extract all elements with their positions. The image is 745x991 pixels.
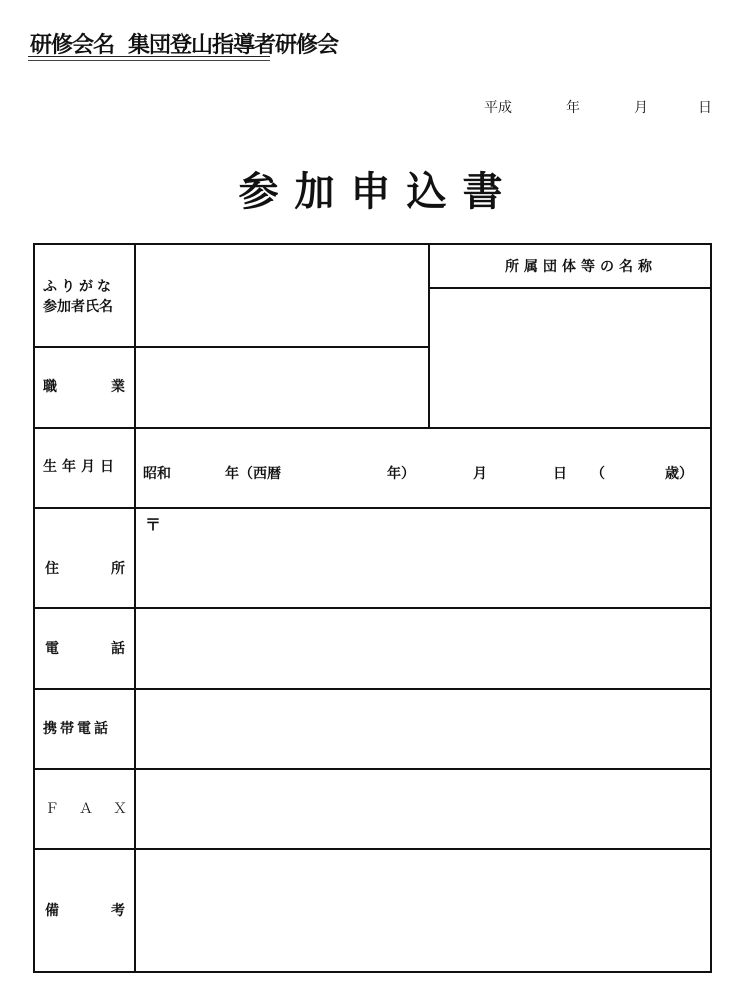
postal-code-mark: 〒 bbox=[145, 515, 162, 534]
application-date bbox=[484, 97, 714, 119]
address-label: 住 所 bbox=[45, 561, 125, 577]
dob-year: 年（西暦 bbox=[225, 466, 281, 482]
remarks-label: 備 考 bbox=[45, 903, 125, 919]
affiliation-label: 所属団体等の名称 bbox=[505, 259, 657, 275]
occupation-label: 職 業 bbox=[43, 379, 125, 395]
dob-month: 月 bbox=[473, 466, 487, 482]
dob-age-open: （ bbox=[591, 466, 605, 482]
fax-field[interactable] bbox=[136, 770, 710, 848]
fax-label: Ｆ Ａ Ｘ bbox=[45, 801, 127, 817]
address-field[interactable] bbox=[136, 509, 710, 607]
dob-day: 日 bbox=[553, 466, 567, 482]
header-underline bbox=[28, 56, 270, 61]
occupation-row-line bbox=[35, 427, 710, 429]
mobile-label: 携帯電話 bbox=[43, 721, 111, 737]
phone-label: 電 話 bbox=[45, 641, 125, 657]
event-name-label: 研修会名 bbox=[30, 33, 115, 58]
date-day-unit: 日 bbox=[698, 100, 712, 116]
application-form bbox=[33, 243, 712, 973]
event-name-header bbox=[30, 28, 338, 59]
page-title: 参加申込書 bbox=[238, 168, 519, 215]
dob-label: 生年月日 bbox=[43, 459, 119, 475]
participant-name-label: 参加者氏名 bbox=[43, 299, 113, 315]
dob-age: 歳） bbox=[665, 466, 693, 482]
remarks-field[interactable] bbox=[136, 850, 710, 971]
event-name-value: 集団登山指導者研修会 bbox=[128, 33, 339, 58]
name-label-cell bbox=[43, 277, 129, 317]
date-year-unit: 年 bbox=[566, 100, 580, 116]
phone-field[interactable] bbox=[136, 609, 710, 688]
affiliation-field[interactable] bbox=[430, 289, 710, 427]
participant-name-field[interactable] bbox=[136, 245, 428, 346]
furigana-label: ふりがな bbox=[43, 279, 115, 295]
date-era: 平成 bbox=[484, 100, 512, 116]
dob-western-year: 年） bbox=[387, 466, 415, 482]
mobile-field[interactable] bbox=[136, 690, 710, 768]
date-month-unit: 月 bbox=[634, 100, 648, 116]
occupation-field[interactable] bbox=[136, 348, 428, 427]
dob-era: 昭和 bbox=[143, 466, 171, 482]
